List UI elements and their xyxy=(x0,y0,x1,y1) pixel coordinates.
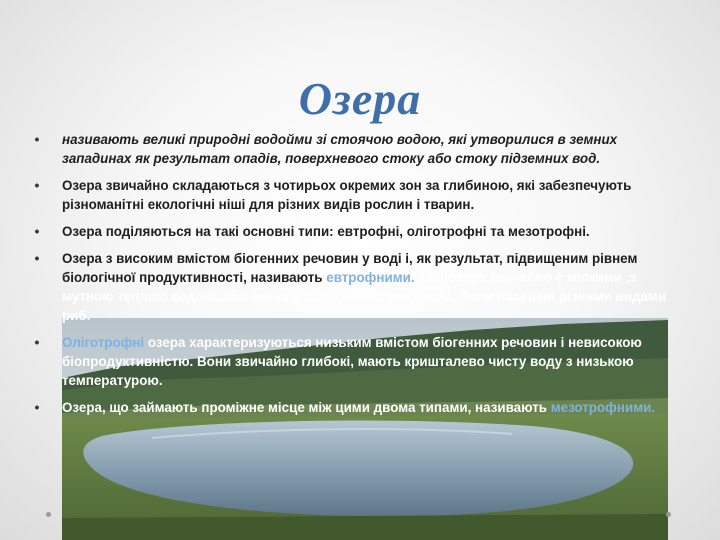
bullet-symbol: • xyxy=(34,223,40,239)
mesotrophic-term: мезотрофними. xyxy=(550,400,656,415)
bullet-list xyxy=(30,130,690,425)
bullet-item xyxy=(30,333,690,390)
bullet-item xyxy=(30,398,690,417)
bullet-text xyxy=(62,400,655,415)
bullet-symbol: • xyxy=(34,177,40,193)
bullet-item xyxy=(30,249,690,325)
bullet-text-part: Озера з високим вмістом біогенних речовин у воді і, як результат, підвищеним рівнем біологічної продуктивності, називають xyxy=(62,251,638,285)
bullet-item xyxy=(30,176,690,214)
bullet-symbol: • xyxy=(34,334,40,350)
bullet-text-part: Такі озера звичайно є мілкими ,з мутною теплою водою, збагаченою фіто- і зоопланктоном. Вони населені різними видами риб. xyxy=(62,270,667,323)
slide-decor-dot xyxy=(666,512,671,517)
bullet-symbol: • xyxy=(34,131,40,147)
bullet-text-part: Озера, що займають проміжне місце між цими двома типами, називають xyxy=(62,400,551,415)
bullet-text: називають великі природні водойми зі стоячою водою, які утворилися в земних западинах як результат опадів, поверхневого стоку або стоку підземних вод. xyxy=(62,132,618,166)
bullet-text: Озера поділяються на такі основні типи: евтрофні, оліготрофні та мезотрофні. xyxy=(62,224,590,239)
bullet-text xyxy=(62,335,642,388)
bullet-text-part: озера характеризуються низьким вмістом біогенних речовин і невисокою біопродуктивністю. Вони звичайно глибокі, мають кришталево чисту воду з низькою температурою. xyxy=(62,335,642,388)
bullet-symbol: • xyxy=(34,399,40,415)
bullet-text xyxy=(62,251,666,323)
eutrophic-term: евтрофними. xyxy=(326,270,415,285)
oligotrophic-term: Оліготрофні xyxy=(62,335,145,350)
bullet-text: Озера звичайно складаються з чотирьох окремих зон за глибиною, які забезпечують різноманітні екологічні ніші для різних видів рослин і тварин. xyxy=(62,178,632,212)
bullet-item xyxy=(30,222,690,241)
bullet-symbol: • xyxy=(34,250,40,266)
bullet-item xyxy=(30,130,690,168)
slide-decor-dot xyxy=(46,512,51,517)
slide-title: Озера xyxy=(298,73,422,124)
